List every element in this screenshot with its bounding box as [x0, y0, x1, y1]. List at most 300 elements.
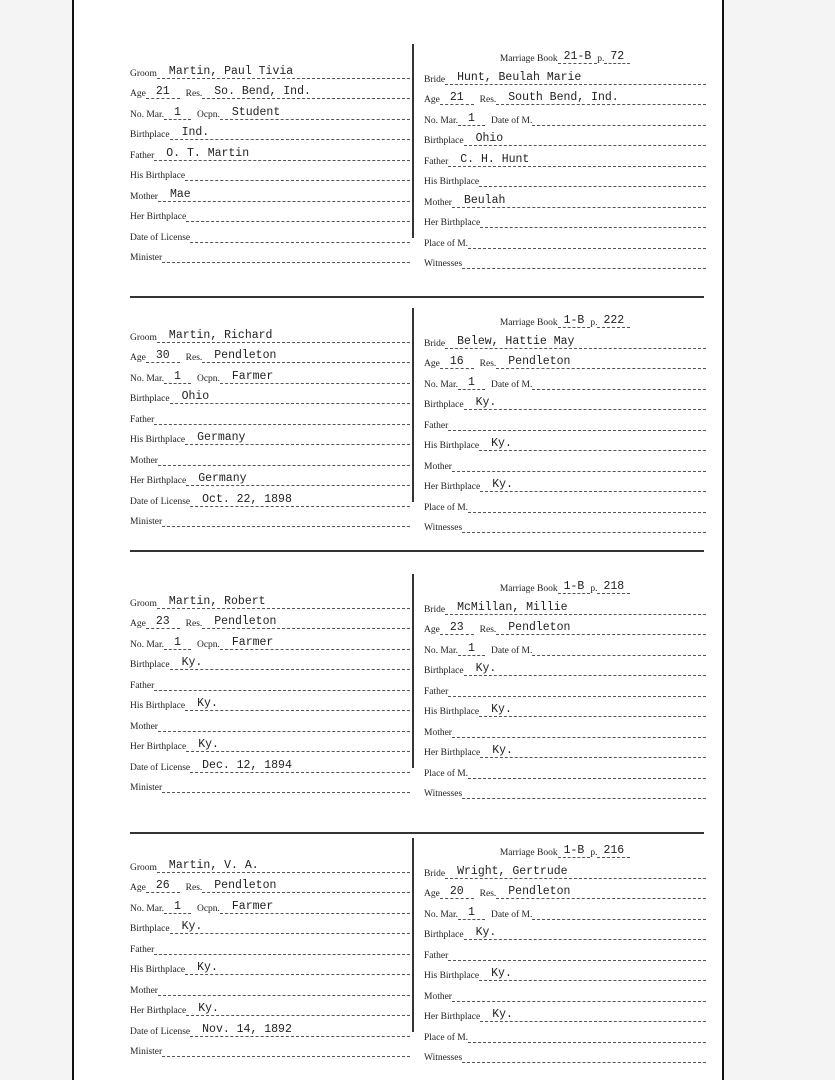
field-label: Her Birthplace	[424, 748, 481, 758]
field-value: Farmer	[220, 370, 410, 384]
field-label: Place of M.	[424, 238, 469, 249]
form-row	[424, 676, 706, 697]
field-label: Groom	[130, 598, 157, 609]
field-value: Hunt, Beulah Marie	[445, 71, 706, 85]
field-value	[532, 642, 706, 656]
field-value	[185, 167, 410, 181]
groom-column	[130, 588, 410, 793]
field-value: Ky.	[170, 656, 410, 670]
marriage-book-ref	[424, 842, 706, 858]
form-row	[130, 588, 410, 609]
field-value	[154, 941, 410, 955]
marriage-book-label: Marriage Book	[499, 318, 558, 328]
field-value	[468, 1029, 706, 1043]
form-row	[130, 222, 410, 243]
field-value: So. Bend, Ind.	[202, 85, 410, 99]
page-value: 222	[597, 314, 630, 328]
form-row	[424, 249, 706, 270]
field-value: Ky.	[186, 1002, 410, 1016]
field-value: Ohio	[170, 390, 410, 404]
field-value: Ky.	[185, 697, 410, 711]
field-label: His Birthplace	[424, 707, 480, 717]
field-value: Pendleton	[496, 621, 706, 635]
field-label: No. Mar.	[424, 645, 459, 656]
field-label: No. Mar.	[130, 373, 165, 384]
form-row	[424, 85, 706, 106]
field-value: Farmer	[220, 900, 410, 914]
form-row	[130, 343, 410, 364]
form-row	[424, 899, 706, 920]
field-label: Father	[130, 414, 155, 425]
field-value: Martin, Richard	[157, 329, 410, 343]
field-label: Date of M.	[490, 379, 533, 390]
section-divider	[130, 296, 704, 298]
column-divider	[412, 574, 414, 768]
field-value	[448, 947, 706, 961]
form-row	[130, 404, 410, 425]
form-row	[424, 635, 706, 656]
form-row	[130, 711, 410, 732]
field-label: Res.	[479, 359, 497, 369]
field-value	[186, 208, 410, 222]
field-label: Mother	[424, 727, 452, 738]
field-value: 1	[164, 636, 191, 650]
field-label: Ocpn.	[196, 373, 220, 384]
form-row	[130, 445, 410, 466]
field-label: Bride	[424, 338, 446, 349]
field-value: 20	[440, 885, 474, 899]
field-value	[532, 906, 706, 920]
form-row	[130, 955, 410, 976]
form-row	[130, 363, 410, 384]
field-label: Witnesses	[424, 1053, 463, 1063]
field-value	[462, 785, 706, 799]
field-value	[154, 677, 410, 691]
groom-column	[130, 322, 410, 527]
column-divider	[412, 308, 414, 502]
marriage-book-ref	[424, 312, 706, 328]
field-label: Birthplace	[130, 394, 170, 404]
field-label: Mother	[130, 721, 158, 732]
field-value	[452, 988, 706, 1002]
field-value: Pendleton	[202, 879, 410, 893]
form-row	[130, 202, 410, 223]
field-label: Ocpn.	[196, 109, 220, 120]
field-value: 1	[458, 112, 485, 126]
field-label: No. Mar.	[424, 909, 459, 920]
form-row	[424, 1022, 706, 1043]
field-label: Date of License	[130, 762, 191, 773]
field-value	[452, 724, 706, 738]
field-value: 16	[440, 355, 474, 369]
field-label: His Birthplace	[424, 971, 480, 981]
field-value	[162, 249, 410, 263]
form-row	[424, 349, 706, 370]
field-value: Ky.	[480, 1008, 706, 1022]
field-value: Pendleton	[202, 615, 410, 629]
field-value: Wright, Gertrude	[445, 865, 706, 879]
form-row	[424, 208, 706, 229]
form-row	[424, 858, 706, 879]
field-value: 1	[458, 376, 485, 390]
bride-column	[424, 578, 706, 799]
form-row	[130, 120, 410, 141]
field-label: Witnesses	[424, 259, 463, 269]
field-value: Ky.	[464, 396, 706, 410]
field-label: Father	[130, 150, 155, 161]
form-row	[130, 629, 410, 650]
field-value: Martin, Paul Tivia	[157, 65, 410, 79]
field-value	[532, 376, 706, 390]
field-value	[162, 513, 410, 527]
field-value	[462, 519, 706, 533]
marriage-book-label: Marriage Book	[499, 584, 558, 594]
form-row	[424, 738, 706, 759]
form-row	[130, 852, 410, 873]
bride-column	[424, 312, 706, 533]
field-value	[452, 458, 706, 472]
field-label: Res.	[185, 619, 203, 629]
field-value: 23	[440, 621, 474, 635]
form-row	[130, 650, 410, 671]
field-value: Ohio	[464, 132, 706, 146]
field-label: Place of M.	[424, 768, 469, 779]
form-row	[424, 656, 706, 677]
field-value	[448, 417, 706, 431]
form-row	[424, 1043, 706, 1064]
field-label: Age	[424, 625, 440, 635]
field-value: Ind.	[170, 126, 410, 140]
field-label: Father	[424, 420, 449, 431]
field-label: Groom	[130, 862, 157, 873]
field-value	[162, 1043, 410, 1057]
field-label: Mother	[424, 461, 452, 472]
field-label: Age	[130, 353, 146, 363]
groom-column	[130, 58, 410, 263]
page-label: p.	[597, 54, 605, 64]
field-label: Date of M.	[490, 645, 533, 656]
marriage-book-ref	[424, 578, 706, 594]
field-label: His Birthplace	[130, 435, 186, 445]
form-row	[130, 609, 410, 630]
form-row	[424, 167, 706, 188]
field-value: Martin, V. A.	[157, 859, 410, 873]
field-value: Mae	[158, 188, 410, 202]
marriage-book-label: Marriage Book	[499, 848, 558, 858]
field-label: Res.	[479, 95, 497, 105]
field-value: Farmer	[220, 636, 410, 650]
field-value: Ky.	[479, 437, 706, 451]
field-value	[154, 411, 410, 425]
field-value: McMillan, Millie	[445, 601, 706, 615]
form-row	[130, 384, 410, 405]
field-label: Mother	[130, 985, 158, 996]
form-row	[130, 486, 410, 507]
field-label: Birthplace	[424, 930, 464, 940]
field-label: Mother	[424, 197, 452, 208]
form-row	[130, 1016, 410, 1037]
field-label: Birthplace	[424, 666, 464, 676]
form-row	[424, 1002, 706, 1023]
field-label: Father	[424, 950, 449, 961]
field-label: Ocpn.	[196, 903, 220, 914]
field-value: Ky.	[185, 961, 410, 975]
field-label: Her Birthplace	[130, 476, 187, 486]
field-value	[480, 214, 706, 228]
form-row	[424, 920, 706, 941]
form-row	[424, 779, 706, 800]
field-label: Mother	[424, 991, 452, 1002]
field-value	[468, 499, 706, 513]
field-label: Res.	[479, 625, 497, 635]
page-label: p.	[590, 584, 598, 594]
form-row	[130, 181, 410, 202]
field-label: No. Mar.	[424, 379, 459, 390]
field-value: 1	[164, 900, 191, 914]
form-row	[130, 975, 410, 996]
field-value: Germany	[186, 472, 410, 486]
field-label: Date of License	[130, 496, 191, 507]
field-label: Bride	[424, 74, 446, 85]
field-label: Age	[130, 89, 146, 99]
field-value	[468, 235, 706, 249]
field-label: His Birthplace	[424, 441, 480, 451]
field-label: Witnesses	[424, 523, 463, 533]
form-row	[130, 161, 410, 182]
form-row	[130, 99, 410, 120]
field-value	[462, 1049, 706, 1063]
field-label: Minister	[130, 253, 163, 263]
field-label: Birthplace	[130, 130, 170, 140]
form-row	[130, 773, 410, 794]
field-label: His Birthplace	[424, 177, 480, 187]
field-label: Res.	[185, 353, 203, 363]
page-label: p.	[590, 318, 598, 328]
field-label: Place of M.	[424, 1032, 469, 1043]
field-label: Groom	[130, 332, 157, 343]
field-label: Bride	[424, 604, 446, 615]
field-label: Res.	[185, 89, 203, 99]
field-label: Place of M.	[424, 502, 469, 513]
form-row	[424, 492, 706, 513]
marriage-book-value: 1-B	[558, 314, 591, 328]
field-label: Age	[130, 619, 146, 629]
field-label: Her Birthplace	[424, 482, 481, 492]
field-label: Birthplace	[424, 400, 464, 410]
form-row	[130, 732, 410, 753]
form-row	[424, 64, 706, 85]
field-value	[462, 255, 706, 269]
field-label: Birthplace	[424, 136, 464, 146]
form-row	[424, 390, 706, 411]
form-row	[130, 466, 410, 487]
field-label: Her Birthplace	[424, 1012, 481, 1022]
marriage-book-value: 1-B	[558, 580, 591, 594]
field-value	[448, 683, 706, 697]
document-page	[72, 0, 724, 1080]
field-value: Pendleton	[496, 885, 706, 899]
field-value: South Bend, Ind.	[496, 91, 706, 105]
field-value: Martin, Robert	[157, 595, 410, 609]
field-label: Her Birthplace	[130, 212, 187, 222]
page-label: p.	[590, 848, 598, 858]
bride-column	[424, 48, 706, 269]
field-value	[162, 779, 410, 793]
field-label: Groom	[130, 68, 157, 79]
field-value: 1	[458, 642, 485, 656]
form-row	[424, 451, 706, 472]
field-label: His Birthplace	[130, 171, 186, 181]
field-value	[479, 173, 706, 187]
field-value	[158, 452, 410, 466]
field-value: Belew, Hattie May	[445, 335, 706, 349]
field-label: Mother	[130, 191, 158, 202]
form-row	[424, 697, 706, 718]
field-value: Ky.	[480, 744, 706, 758]
field-value: 30	[146, 349, 180, 363]
field-label: Ocpn.	[196, 639, 220, 650]
page-value: 218	[597, 580, 630, 594]
page-value: 216	[597, 844, 630, 858]
form-row	[130, 140, 410, 161]
field-value: Ky.	[464, 662, 706, 676]
field-label: Date of License	[130, 1026, 191, 1037]
field-label: Date of M.	[490, 115, 533, 126]
form-row	[130, 670, 410, 691]
field-value: Dec. 12, 1894	[190, 759, 410, 773]
form-row	[424, 146, 706, 167]
form-row	[424, 410, 706, 431]
form-row	[424, 328, 706, 349]
column-divider	[412, 838, 414, 1032]
form-row	[130, 79, 410, 100]
field-value	[532, 112, 706, 126]
form-row	[424, 717, 706, 738]
form-row	[130, 425, 410, 446]
field-value: 1	[458, 906, 485, 920]
form-row	[424, 961, 706, 982]
field-label: Minister	[130, 783, 163, 793]
field-value: 1	[164, 370, 191, 384]
form-row	[130, 914, 410, 935]
field-label: Res.	[479, 889, 497, 899]
section-divider	[130, 550, 704, 552]
field-value	[190, 229, 410, 243]
form-row	[130, 752, 410, 773]
field-label: Her Birthplace	[424, 218, 481, 228]
field-label: Father	[424, 686, 449, 697]
column-divider	[412, 44, 414, 238]
field-label: No. Mar.	[424, 115, 459, 126]
page-value: 72	[604, 50, 630, 64]
form-row	[130, 691, 410, 712]
field-value: 26	[146, 879, 180, 893]
form-row	[130, 893, 410, 914]
form-row	[424, 369, 706, 390]
marriage-book-ref	[424, 48, 706, 64]
form-row	[424, 615, 706, 636]
field-value: Ky.	[479, 703, 706, 717]
form-row	[424, 126, 706, 147]
form-row	[130, 507, 410, 528]
field-label: Father	[424, 156, 449, 167]
field-value: Pendleton	[202, 349, 410, 363]
form-row	[424, 981, 706, 1002]
form-row	[424, 758, 706, 779]
field-label: Her Birthplace	[130, 742, 187, 752]
field-value	[158, 982, 410, 996]
marriage-book-value: 21-B	[558, 50, 598, 64]
field-value	[468, 765, 706, 779]
form-row	[424, 431, 706, 452]
field-label: Age	[424, 359, 440, 369]
field-label: Age	[424, 95, 440, 105]
field-label: No. Mar.	[130, 903, 165, 914]
field-label: Minister	[130, 517, 163, 527]
section-divider	[130, 832, 704, 834]
field-label: Age	[130, 883, 146, 893]
form-row	[424, 594, 706, 615]
field-label: Date of License	[130, 232, 191, 243]
field-value: Ky.	[464, 926, 706, 940]
field-label: Minister	[130, 1047, 163, 1057]
field-label: No. Mar.	[130, 109, 165, 120]
marriage-book-value: 1-B	[558, 844, 591, 858]
field-value: C. H. Hunt	[448, 153, 706, 167]
marriage-book-label: Marriage Book	[499, 54, 558, 64]
field-value: Student	[220, 106, 410, 120]
field-value: 1	[164, 106, 191, 120]
form-row	[424, 187, 706, 208]
form-row	[130, 58, 410, 79]
field-value: Pendleton	[496, 355, 706, 369]
field-value	[158, 718, 410, 732]
form-row	[424, 105, 706, 126]
field-label: Res.	[185, 883, 203, 893]
field-value: Nov. 14, 1892	[190, 1023, 410, 1037]
form-row	[130, 934, 410, 955]
field-value: Oct. 22, 1898	[190, 493, 410, 507]
field-label: Mother	[130, 455, 158, 466]
field-label: Witnesses	[424, 789, 463, 799]
field-label: Bride	[424, 868, 446, 879]
groom-column	[130, 852, 410, 1057]
field-value: 23	[146, 615, 180, 629]
form-row	[424, 513, 706, 534]
field-value: 21	[146, 85, 180, 99]
form-row	[424, 472, 706, 493]
field-label: Birthplace	[130, 660, 170, 670]
field-label: Father	[130, 680, 155, 691]
field-label: Age	[424, 889, 440, 899]
form-row	[130, 243, 410, 264]
field-value: Ky.	[170, 920, 410, 934]
field-label: Date of M.	[490, 909, 533, 920]
field-value: 21	[440, 91, 474, 105]
field-value: Ky.	[480, 478, 706, 492]
form-row	[130, 322, 410, 343]
field-label: Father	[130, 944, 155, 955]
form-row	[424, 228, 706, 249]
field-label: Birthplace	[130, 924, 170, 934]
field-value: O. T. Martin	[154, 147, 410, 161]
bride-column	[424, 842, 706, 1063]
form-row	[130, 996, 410, 1017]
form-row	[424, 940, 706, 961]
field-value: Germany	[185, 431, 410, 445]
field-label: His Birthplace	[130, 965, 186, 975]
field-label: His Birthplace	[130, 701, 186, 711]
